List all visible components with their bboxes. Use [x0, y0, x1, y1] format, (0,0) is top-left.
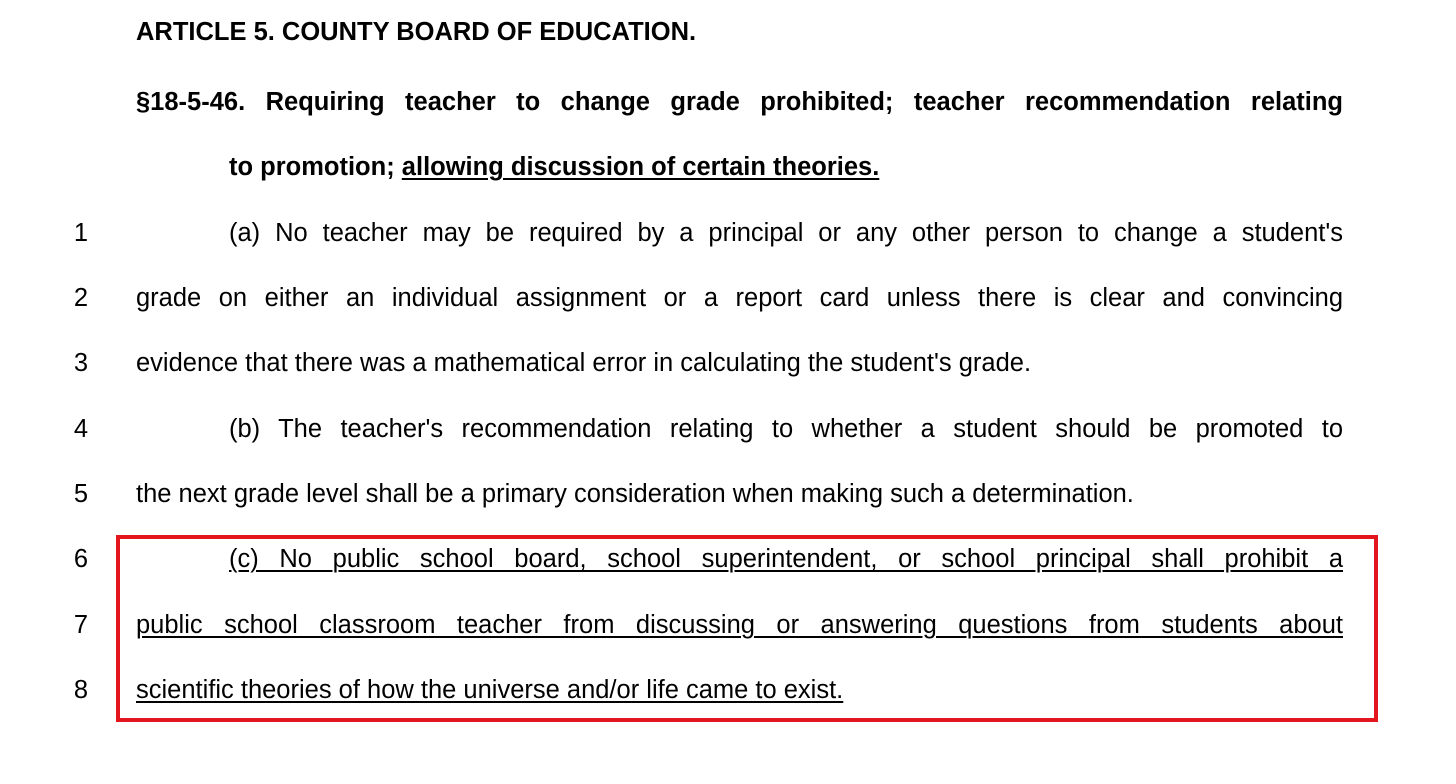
body-line: (b) The teacher's recommendation relating to whether a student should be promoted to: [229, 415, 1343, 443]
body-line-inserted: scientific theories of how the universe and/or life came to exist.: [136, 676, 844, 704]
body-line: grade on either an individual assignment or a report card unless there is clear and convincing: [136, 284, 1343, 312]
section-title-prefix: to promotion;: [229, 153, 395, 181]
section-title-underlined: allowing discussion of certain theories.: [401, 153, 880, 181]
body-line-inserted: public school classroom teacher from discussing or answering questions from students about: [136, 611, 1343, 639]
body-line: (a) No teacher may be required by a principal or any other person to change a student's: [229, 219, 1343, 247]
section-title-line-2: [229, 152, 879, 182]
article-heading: ARTICLE 5. COUNTY BOARD OF EDUCATION.: [136, 18, 697, 46]
line-number: 8: [73, 676, 89, 704]
line-number: 1: [73, 219, 89, 247]
highlight-box: [116, 535, 1378, 722]
body-line-inserted: (c) No public school board, school superintendent, or school principal shall prohibit a: [229, 545, 1343, 573]
line-number: 6: [73, 545, 89, 573]
line-number: 2: [73, 284, 89, 312]
line-number: 7: [73, 611, 89, 639]
body-line: the next grade level shall be a primary consideration when making such a determination.: [136, 480, 1134, 508]
section-title-line-1: §18-5-46. Requiring teacher to change grade prohibited; teacher recommendation relating: [136, 88, 1343, 116]
line-number: 5: [73, 480, 89, 508]
line-number: 4: [73, 415, 89, 443]
line-number: 3: [73, 349, 89, 377]
body-line: evidence that there was a mathematical error in calculating the student's grade.: [136, 349, 1032, 377]
